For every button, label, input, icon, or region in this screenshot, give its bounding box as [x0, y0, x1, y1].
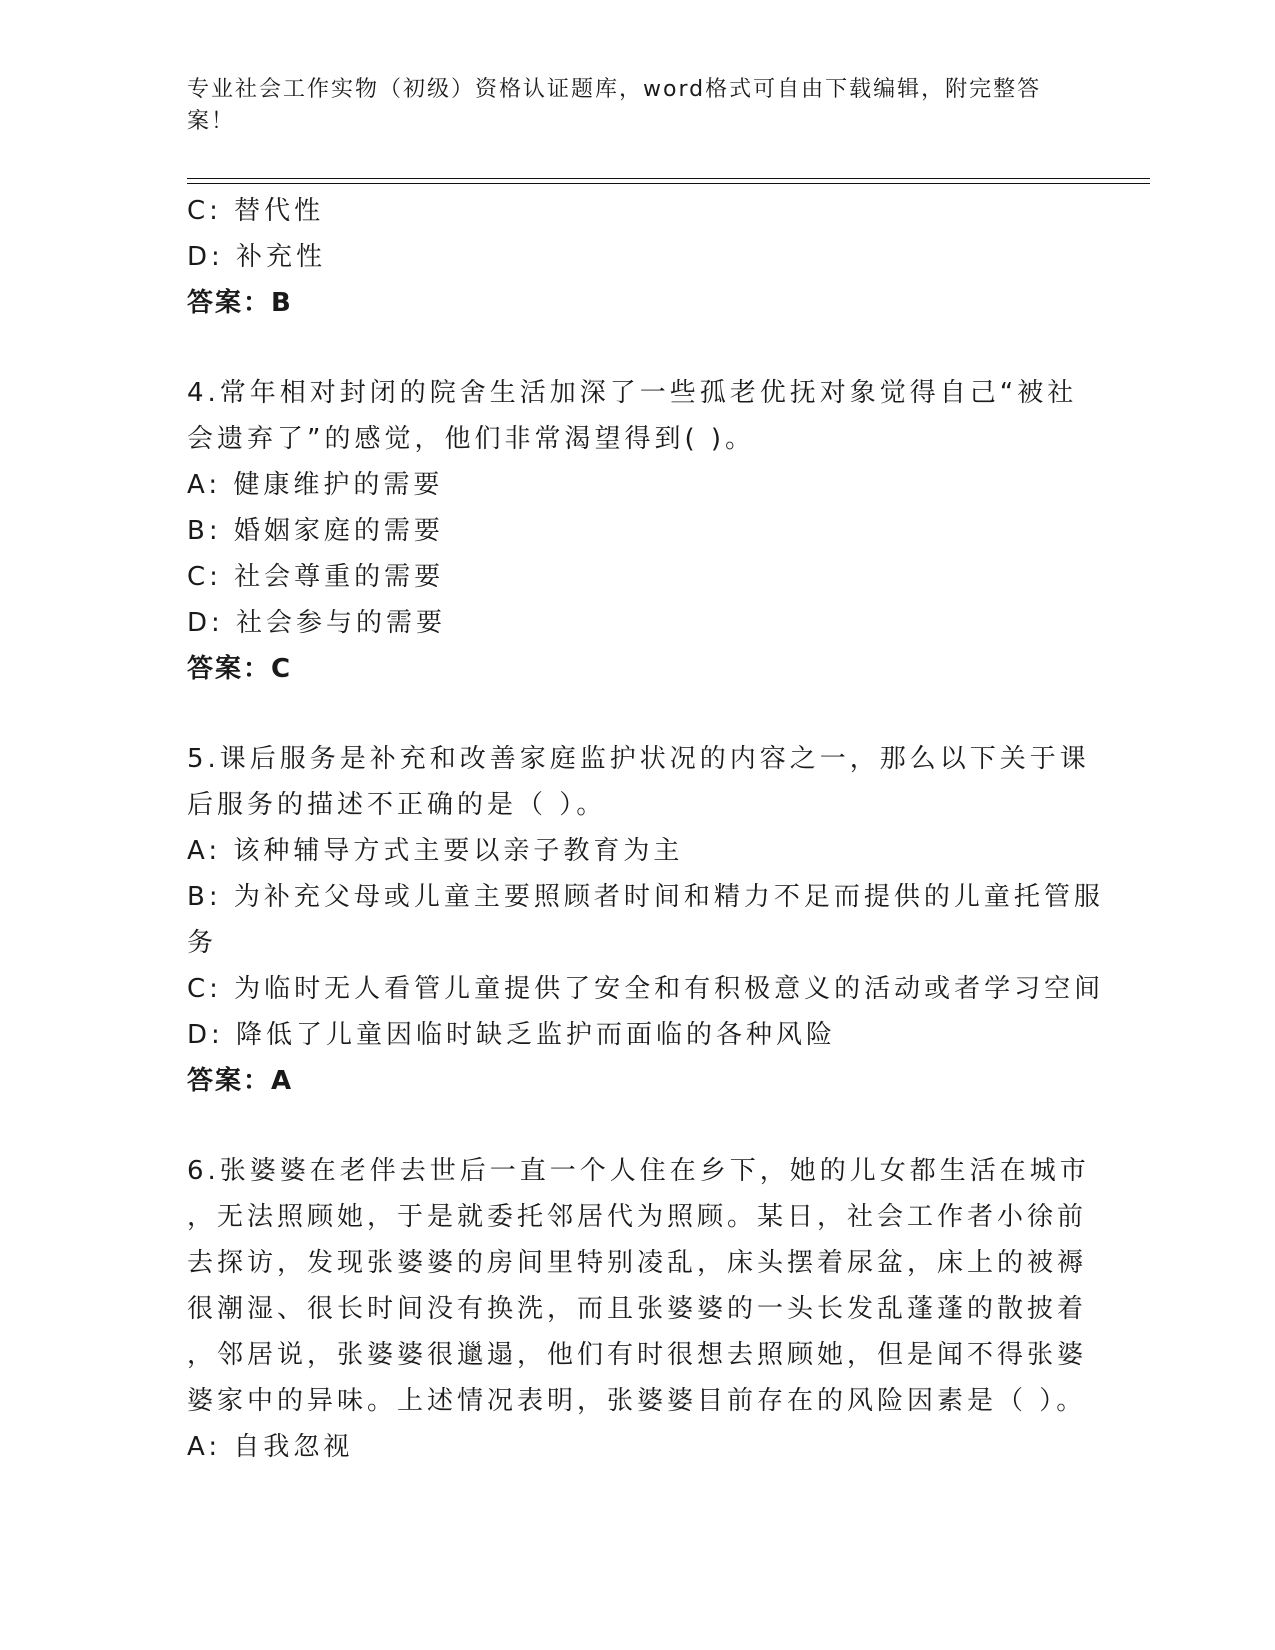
- q5-option-a: A: 该种辅导方式主要以亲子教育为主: [187, 836, 684, 866]
- q4-stem-line-2: 会遗弃了”的感觉，他们非常渴望得到( )。: [187, 424, 756, 454]
- spacer: [187, 1104, 1077, 1148]
- q4-answer: 答案：C: [187, 654, 293, 684]
- header-title-line-2: 案！: [187, 109, 236, 134]
- q5-answer: 答案：A: [187, 1066, 294, 1096]
- header-divider-bottom: [187, 183, 1150, 184]
- q5-option-b-line-1: B: 为补充父母或儿童主要照顾者时间和精力不足而提供的儿童托管服: [187, 882, 1104, 912]
- q6-option-a: A: 自我忽视: [187, 1432, 354, 1462]
- spacer: [187, 692, 1077, 736]
- q5-option-c: C: 为临时无人看管儿童提供了安全和有积极意义的活动或者学习空间: [187, 974, 1105, 1004]
- q3-answer: 答案：B: [187, 288, 293, 318]
- q6-stem-line-1: 6.张婆婆在老伴去世后一直一个人住在乡下，她的儿女都生活在城市: [187, 1156, 1090, 1186]
- q5-option-d: D: 降低了儿童因临时缺乏监护而面临的各种风险: [187, 1020, 837, 1050]
- q4-option-c: C: 社会尊重的需要: [187, 562, 445, 592]
- question-5: [187, 736, 1105, 1104]
- q4-stem-line-1: 4.常年相对封闭的院舍生活加深了一些孤老优抚对象觉得自己“被社: [187, 378, 1078, 408]
- q6-stem-line-5: ，邻居说，张婆婆很邋遢，他们有时很想去照顾她，但是闻不得张婆: [187, 1340, 1088, 1370]
- q3-option-c: C: 替代性: [187, 196, 325, 226]
- q4-option-a: A: 健康维护的需要: [187, 470, 444, 500]
- spacer: [187, 326, 1077, 370]
- q5-stem-line-2: 后服务的描述不正确的是（ ）。: [187, 790, 607, 820]
- q5-option-b-line-2: 务: [187, 928, 218, 958]
- question-4: [187, 370, 1077, 692]
- q6-stem-line-3: 去探访，发现张婆婆的房间里特别凌乱，床头摆着尿盆，床上的被褥: [187, 1248, 1088, 1278]
- q4-option-b: B: 婚姻家庭的需要: [187, 516, 444, 546]
- question-6: [187, 1148, 1090, 1470]
- document-body: [187, 188, 1105, 1470]
- q5-stem-line-1: 5.课后服务是补充和改善家庭监护状况的内容之一，那么以下关于课: [187, 744, 1090, 774]
- q6-stem-line-6: 婆家中的异味。上述情况表明，张婆婆目前存在的风险因素是（ ）。: [187, 1386, 1087, 1416]
- question-3-tail: [187, 188, 1077, 326]
- document-header: [187, 74, 1077, 138]
- q4-option-d: D: 社会参与的需要: [187, 608, 447, 638]
- q6-stem-line-2: ，无法照顾她，于是就委托邻居代为照顾。某日，社会工作者小徐前: [187, 1202, 1088, 1232]
- q3-option-d: D: 补充性: [187, 242, 327, 272]
- header-title-line-1: 专业社会工作实物（初级）资格认证题库，word格式可自由下载编辑，附完整答: [187, 77, 1042, 102]
- header-divider-top: [187, 178, 1150, 179]
- q6-stem-line-4: 很潮湿、很长时间没有换洗，而且张婆婆的一头长发乱蓬蓬的散披着: [187, 1294, 1088, 1324]
